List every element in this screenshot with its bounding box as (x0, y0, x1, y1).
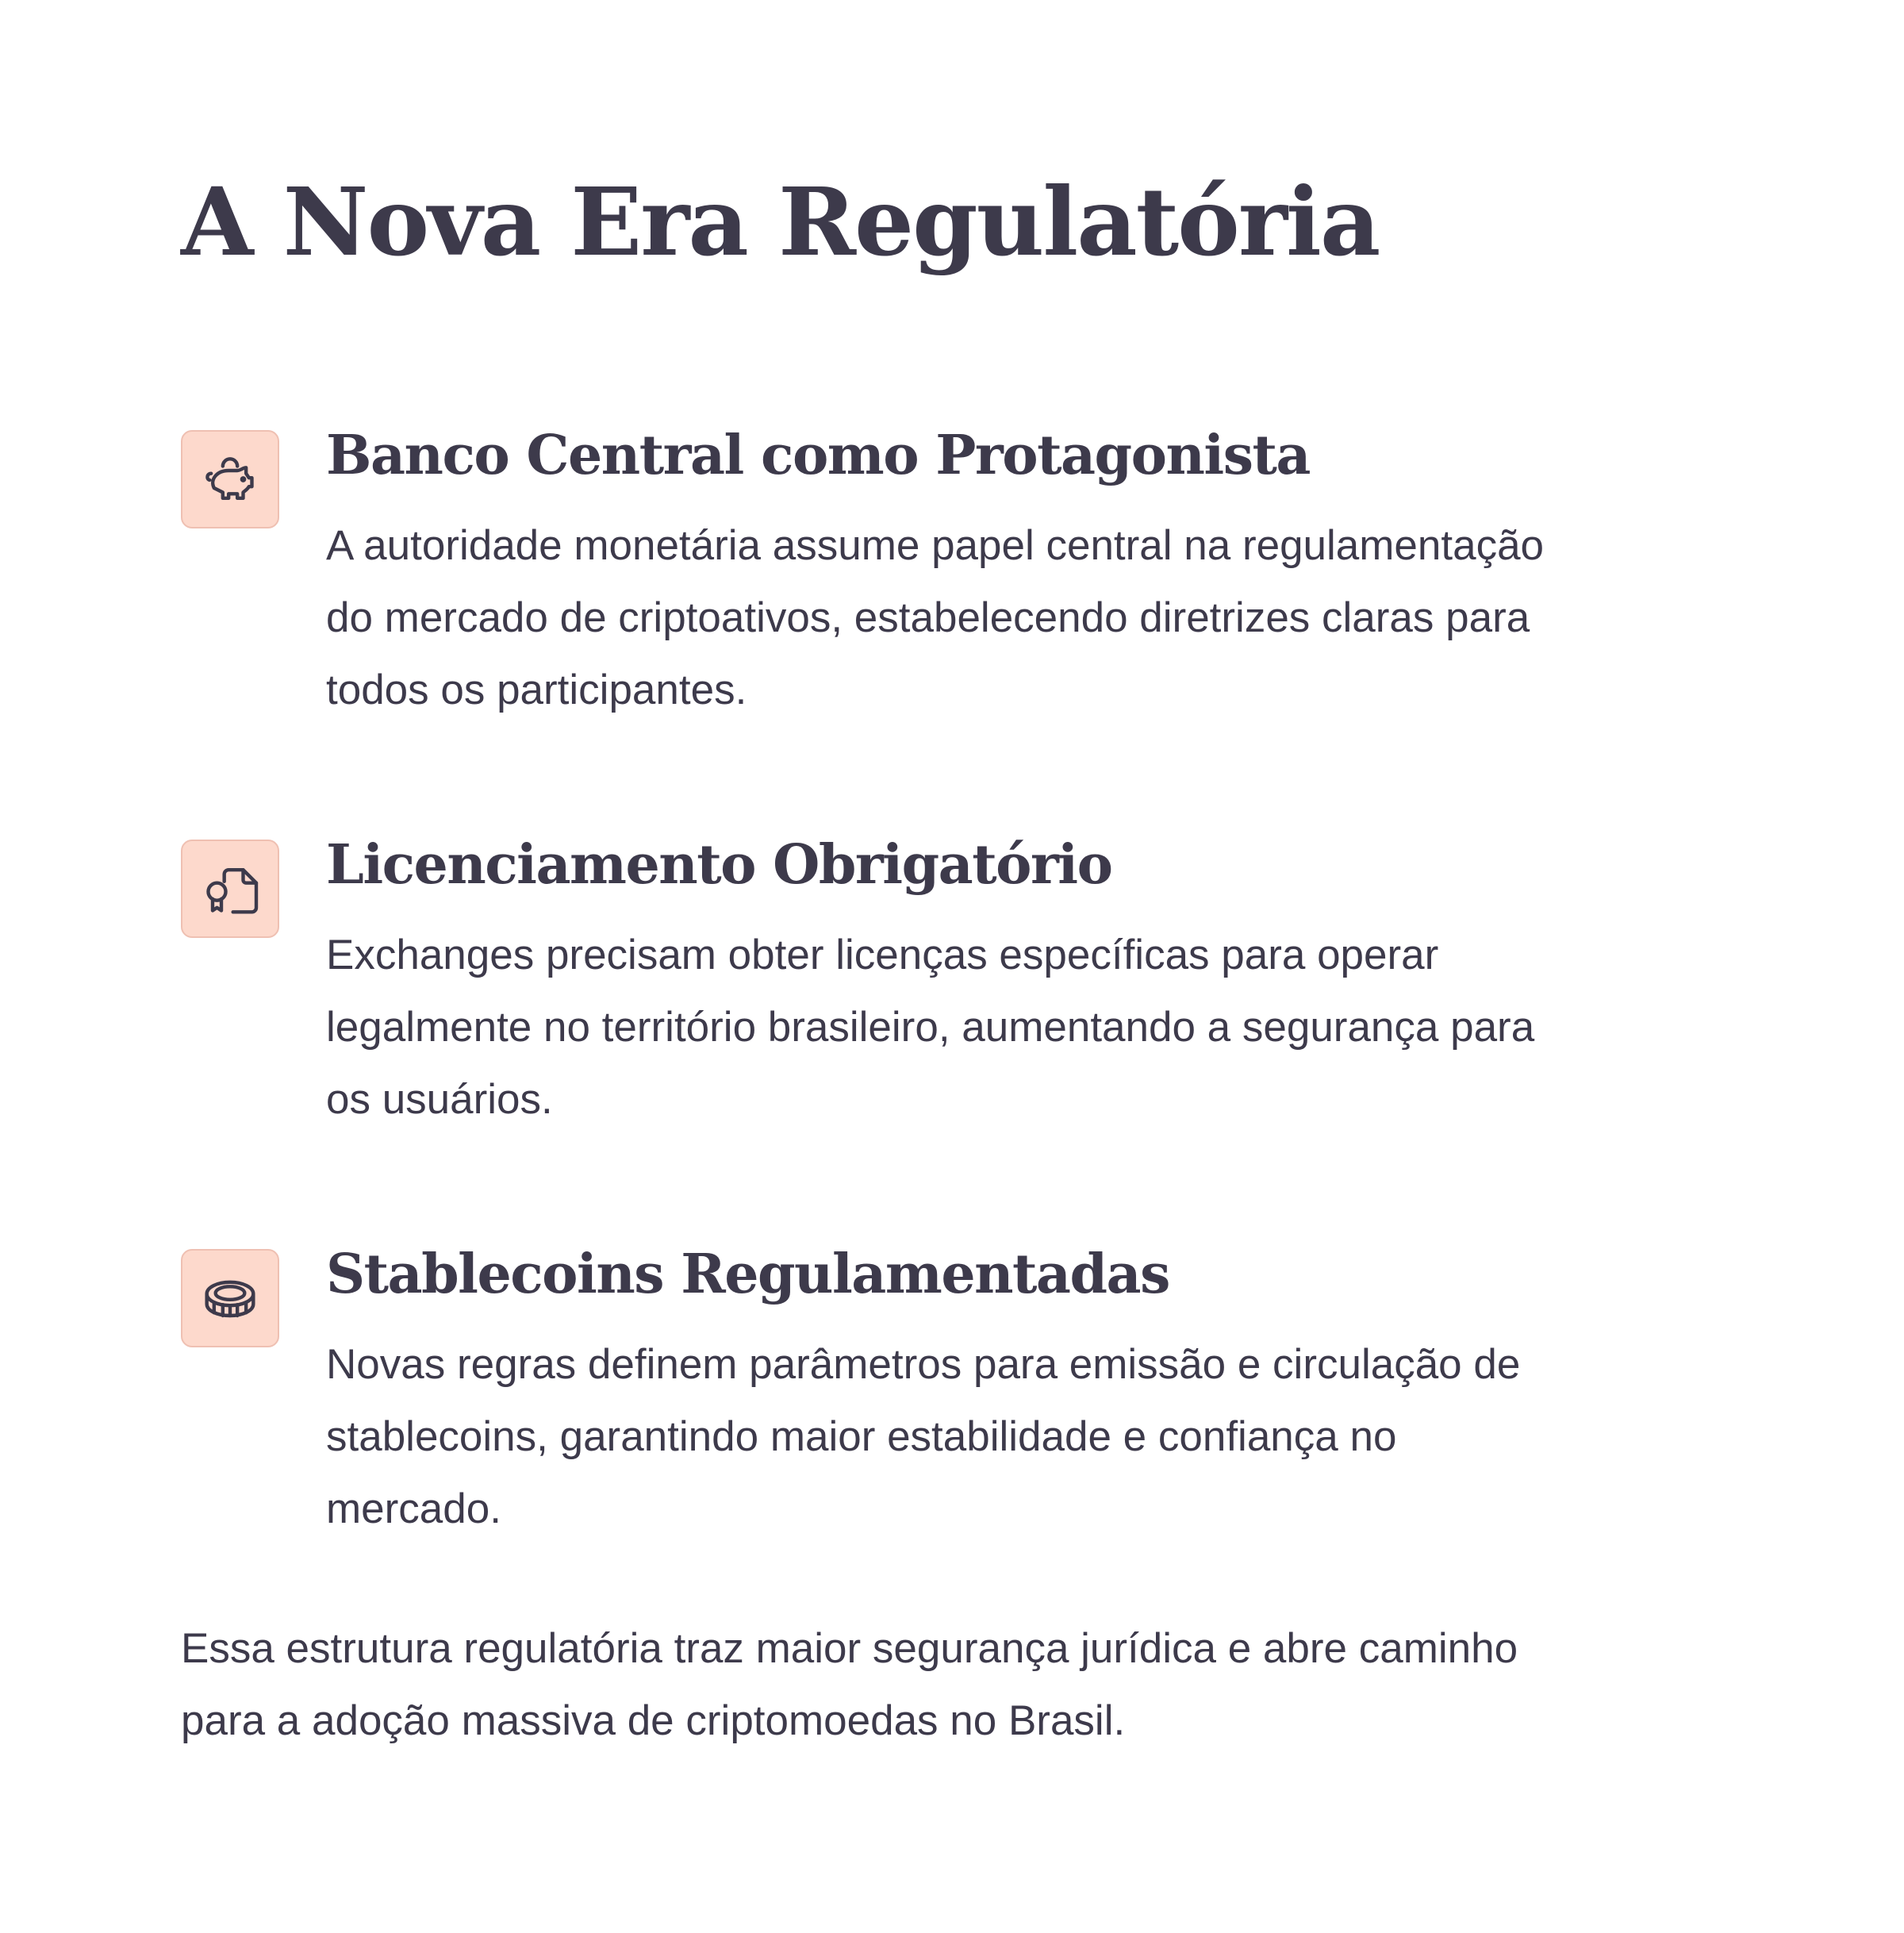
feature-heading: Stablecoins Regulamentadas (326, 1243, 1169, 1306)
closing-line: Essa estrutura regulatória traz maior segurança jurídica e abre caminho (181, 1625, 1518, 1672)
icon-tile (181, 1249, 279, 1347)
coin-icon (195, 1263, 265, 1333)
description-line: todos os participantes. (326, 667, 747, 713)
feature-heading: Licenciamento Obrigatório (326, 833, 1112, 897)
closing-paragraph (181, 1612, 1736, 1757)
description-line: A autoridade monetária assume papel central na regulamentação (326, 522, 1545, 569)
feature-description (326, 1328, 1738, 1545)
description-line: os usuários. (326, 1076, 553, 1123)
description-line: Novas regras definem parâmetros para emissão e circulação de (326, 1341, 1521, 1388)
feature-description (326, 509, 1738, 726)
piggy-bank-icon (195, 444, 265, 514)
feature-heading: Banco Central como Protagonista (326, 424, 1310, 487)
description-line: mercado. (326, 1485, 501, 1532)
description-line: do mercado de criptoativos, estabelecendo diretrizes claras para (326, 594, 1530, 641)
description-line: Exchanges precisam obter licenças específicas para operar (326, 932, 1439, 978)
closing-line: para a adoção massiva de criptomoedas no Brasil. (181, 1697, 1126, 1744)
icon-tile (181, 430, 279, 528)
feature-description (326, 919, 1738, 1136)
certificate-document-icon (195, 854, 265, 924)
page-title: A Nova Era Regulatória (181, 167, 1380, 277)
icon-tile (181, 840, 279, 938)
description-line: stablecoins, garantindo maior estabilidade e confiança no (326, 1413, 1397, 1460)
description-line: legalmente no território brasileiro, aumentando a segurança para (326, 1004, 1535, 1051)
